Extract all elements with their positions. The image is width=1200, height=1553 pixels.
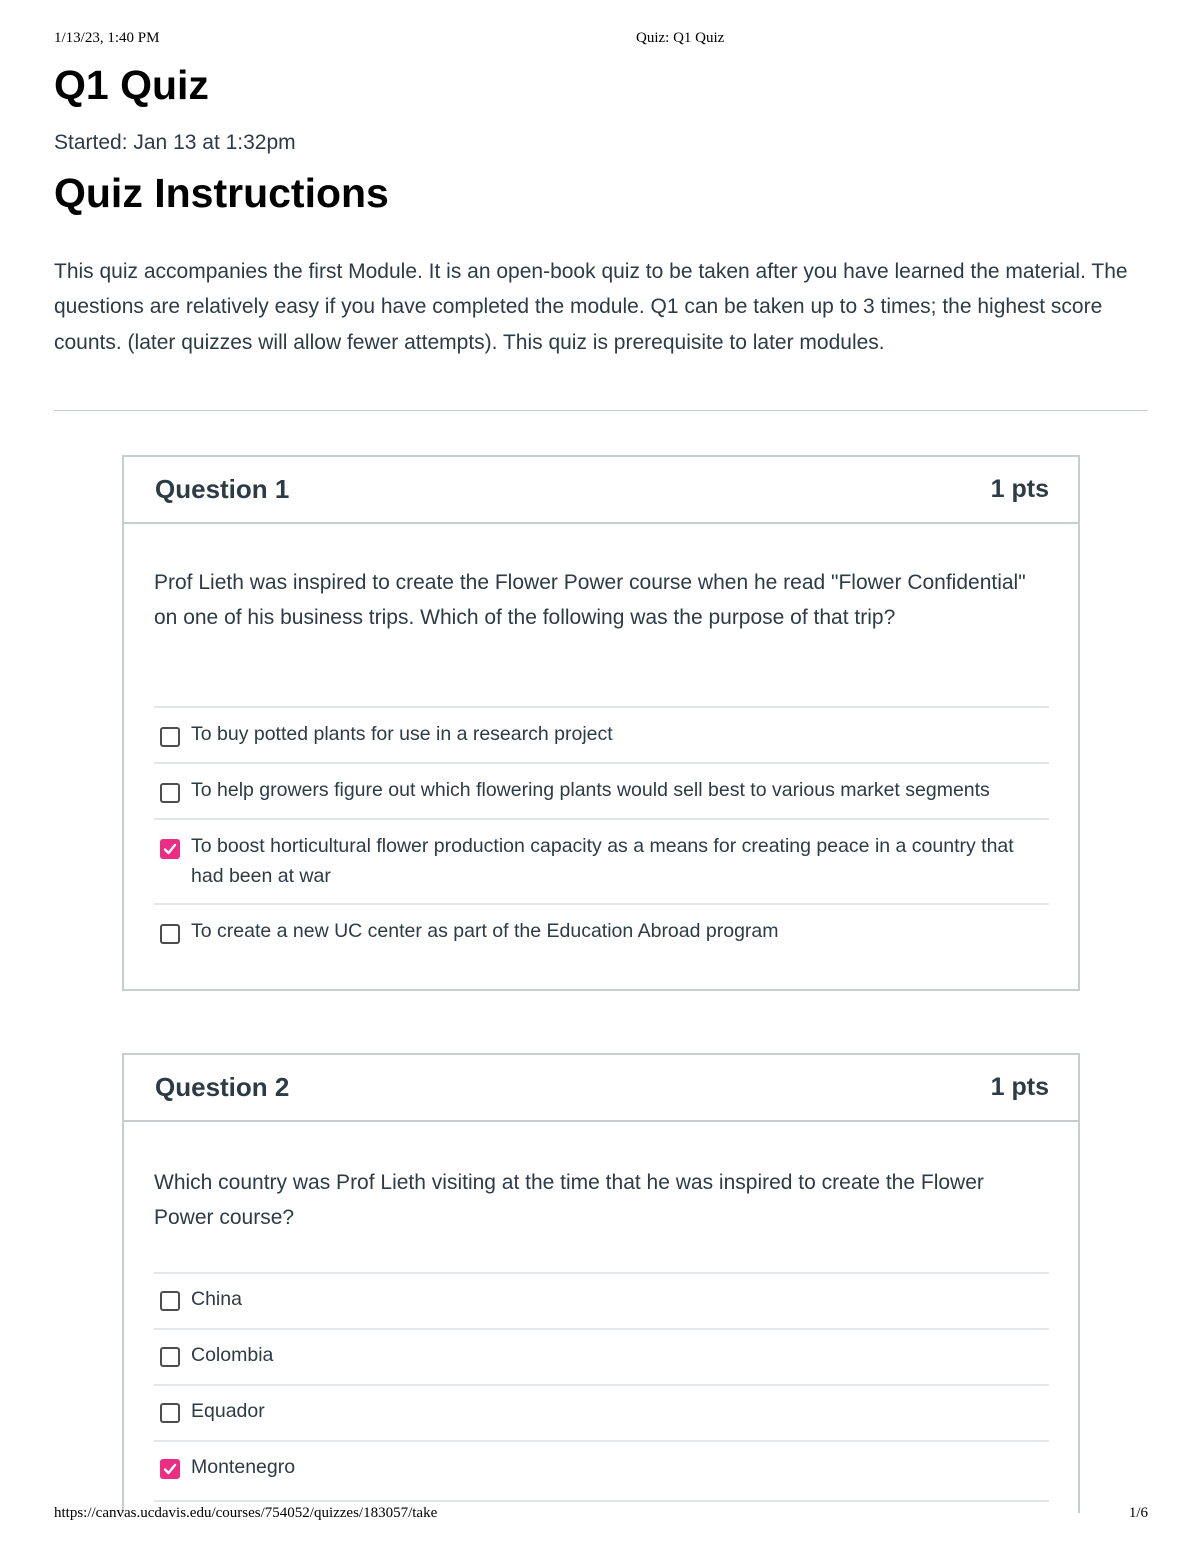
checkbox-icon[interactable]	[160, 1347, 180, 1367]
question-2	[122, 1053, 1080, 1513]
checkbox-icon[interactable]	[160, 783, 180, 803]
quiz-title: Q1 Quiz	[54, 62, 209, 108]
answer-label[interactable]: To boost horticultural flower production capacity as a means for creating peace in a country that had been at war	[191, 835, 1014, 887]
answer-option[interactable]	[154, 820, 1049, 905]
print-page-number: 1/6	[1128, 1505, 1148, 1521]
answer-label[interactable]: To help growers figure out which flowering plants would sell best to various market segments	[191, 779, 990, 801]
checkbox-icon[interactable]	[160, 727, 180, 747]
question-text: Prof Lieth was inspired to create the Flower Power course when he read "Flower Confidential" on one of his business trips. Which of the following was the purpose of that trip?	[154, 571, 1026, 630]
question-points: 1 pts	[990, 1073, 1049, 1101]
answer-label[interactable]: To create a new UC center as part of the Education Abroad program	[191, 920, 779, 942]
divider	[54, 410, 1148, 411]
answer-option[interactable]	[154, 1330, 1049, 1386]
answer-option[interactable]	[154, 708, 1049, 764]
answer-option[interactable]	[154, 1386, 1049, 1442]
question-title: Question 1	[155, 474, 290, 504]
question-text: Which country was Prof Lieth visiting at the time that he was inspired to create the Flower Power course?	[154, 1171, 984, 1230]
question-header	[124, 1055, 1078, 1122]
answer-list	[154, 706, 1049, 961]
question-points: 1 pts	[990, 475, 1049, 503]
answer-list	[154, 1272, 1049, 1502]
checkbox-checked-icon[interactable]	[160, 1459, 180, 1479]
answer-label[interactable]: Montenegro	[191, 1456, 296, 1478]
answer-label[interactable]: Colombia	[191, 1344, 274, 1366]
answer-label[interactable]: China	[191, 1288, 242, 1310]
question-title: Question 2	[155, 1072, 290, 1102]
quiz-started-time: Started: Jan 13 at 1:32pm	[54, 131, 296, 154]
question-body	[124, 565, 1078, 961]
answer-option[interactable]	[154, 1274, 1049, 1330]
answer-label[interactable]: To buy potted plants for use in a research project	[191, 723, 613, 745]
answer-label[interactable]: Equador	[191, 1400, 265, 1422]
checkbox-icon[interactable]	[160, 1291, 180, 1311]
answer-option[interactable]	[154, 1442, 1049, 1502]
checkbox-icon[interactable]	[160, 924, 180, 944]
question-header	[124, 457, 1078, 524]
instructions-heading: Quiz Instructions	[54, 170, 389, 216]
checkbox-icon[interactable]	[160, 1403, 180, 1423]
answer-option[interactable]	[154, 764, 1049, 820]
print-footer	[54, 1505, 1148, 1525]
answer-option[interactable]	[154, 905, 1049, 961]
print-title: Quiz: Q1 Quiz	[636, 30, 725, 46]
checkbox-checked-icon[interactable]	[160, 839, 180, 859]
instructions-text: This quiz accompanies the first Module. It is an open-book quiz to be taken after you have learned the material. The questions are relatively easy if you have completed the module. Q1 can be taken up to 3 times; the highest score counts. (later quizzes will allow fewer attempts). This quiz is prerequisite to later modules.	[54, 260, 1128, 354]
print-url: https://canvas.ucdavis.edu/courses/754052/quizzes/183057/take	[54, 1505, 438, 1521]
question-body	[124, 1165, 1078, 1502]
print-date: 1/13/23, 1:40 PM	[54, 30, 160, 46]
print-header	[54, 30, 1148, 50]
question-1	[122, 455, 1080, 991]
